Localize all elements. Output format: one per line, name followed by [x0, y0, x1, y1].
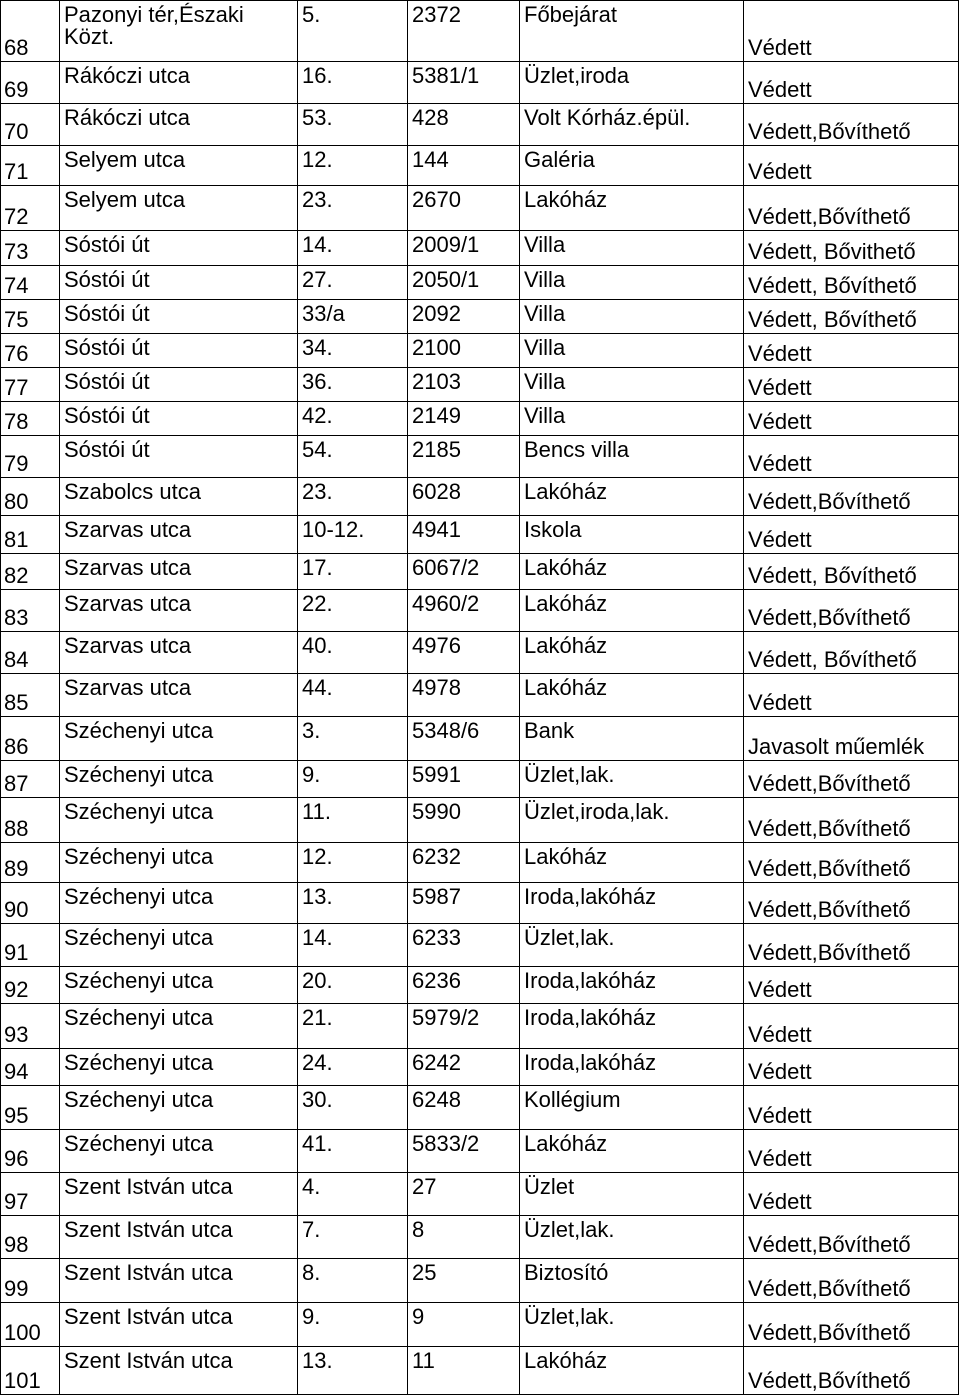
parcel-number-cell: 5991	[408, 761, 520, 798]
function-cell: Iroda,lakóház	[520, 1004, 744, 1049]
street-cell: Szarvas utca	[60, 632, 298, 674]
protection-status-cell: Védett,Bővíthető	[744, 1259, 959, 1303]
house-number-cell: 14.	[298, 924, 408, 967]
row-number-cell: 88	[1, 798, 60, 843]
row-number-cell: 84	[1, 632, 60, 674]
parcel-number-cell: 2103	[408, 368, 520, 402]
protection-status-cell: Védett,Bővíthető	[744, 1303, 959, 1347]
house-number-cell: 9.	[298, 1303, 408, 1347]
row-number-cell: 76	[1, 334, 60, 368]
table-body	[1, 1, 959, 1395]
street-cell: Szarvas utca	[60, 516, 298, 554]
row-number-cell: 87	[1, 761, 60, 798]
protection-status-cell: Védett, Bővíthető	[744, 300, 959, 334]
street-cell: Széchenyi utca	[60, 1130, 298, 1173]
protection-status-cell: Védett,Bővíthető	[744, 104, 959, 146]
protection-status-cell: Védett	[744, 516, 959, 554]
table-row	[1, 924, 959, 967]
house-number-cell: 13.	[298, 1347, 408, 1395]
table-row	[1, 1130, 959, 1173]
parcel-number-cell: 6242	[408, 1049, 520, 1086]
parcel-number-cell: 2670	[408, 186, 520, 231]
parcel-number-cell: 2009/1	[408, 231, 520, 266]
row-number-cell: 75	[1, 300, 60, 334]
table-row	[1, 632, 959, 674]
table-row	[1, 146, 959, 186]
function-cell: Üzlet,lak.	[520, 1303, 744, 1347]
parcel-number-cell: 5979/2	[408, 1004, 520, 1049]
table-row	[1, 761, 959, 798]
street-cell: Szabolcs utca	[60, 478, 298, 516]
street-cell: Sóstói út	[60, 300, 298, 334]
house-number-cell: 23.	[298, 186, 408, 231]
table-row	[1, 300, 959, 334]
protection-status-cell: Védett,Bővíthető	[744, 924, 959, 967]
table-row	[1, 1004, 959, 1049]
parcel-number-cell: 5833/2	[408, 1130, 520, 1173]
house-number-cell: 9.	[298, 761, 408, 798]
parcel-number-cell: 4941	[408, 516, 520, 554]
row-number-cell: 79	[1, 436, 60, 478]
row-number-cell: 74	[1, 266, 60, 300]
protection-status-cell: Védett	[744, 146, 959, 186]
parcel-number-cell: 2149	[408, 402, 520, 436]
row-number-cell: 86	[1, 717, 60, 761]
row-number-cell: 68	[1, 1, 60, 62]
street-cell: Széchenyi utca	[60, 967, 298, 1004]
table-row	[1, 334, 959, 368]
street-cell: Sóstói út	[60, 436, 298, 478]
row-number-cell: 99	[1, 1259, 60, 1303]
function-cell: Főbejárat	[520, 1, 744, 62]
table-row	[1, 104, 959, 146]
street-cell: Sóstói út	[60, 231, 298, 266]
row-number-cell: 95	[1, 1086, 60, 1130]
house-number-cell: 22.	[298, 590, 408, 632]
house-number-cell: 53.	[298, 104, 408, 146]
row-number-cell: 96	[1, 1130, 60, 1173]
row-number-cell: 82	[1, 554, 60, 590]
house-number-cell: 54.	[298, 436, 408, 478]
row-number-cell: 94	[1, 1049, 60, 1086]
function-cell: Kollégium	[520, 1086, 744, 1130]
function-cell: Üzlet,iroda	[520, 62, 744, 104]
house-number-cell: 33/a	[298, 300, 408, 334]
row-number-cell: 83	[1, 590, 60, 632]
table-row	[1, 843, 959, 883]
house-number-cell: 27.	[298, 266, 408, 300]
parcel-number-cell: 6233	[408, 924, 520, 967]
protection-status-cell: Védett	[744, 62, 959, 104]
street-cell: Selyem utca	[60, 146, 298, 186]
function-cell: Lakóház	[520, 632, 744, 674]
table-row	[1, 590, 959, 632]
protection-status-cell: Védett	[744, 368, 959, 402]
street-cell: Széchenyi utca	[60, 843, 298, 883]
function-cell: Üzlet,iroda,lak.	[520, 798, 744, 843]
function-cell: Lakóház	[520, 590, 744, 632]
table-row	[1, 554, 959, 590]
row-number-cell: 100	[1, 1303, 60, 1347]
function-cell: Lakóház	[520, 674, 744, 717]
function-cell: Galéria	[520, 146, 744, 186]
table-row	[1, 186, 959, 231]
street-cell: Rákóczi utca	[60, 104, 298, 146]
protection-status-cell: Védett	[744, 1, 959, 62]
protection-status-cell: Védett,Bővíthető	[744, 798, 959, 843]
street-cell: Szent István utca	[60, 1347, 298, 1395]
function-cell: Lakóház	[520, 554, 744, 590]
parcel-number-cell: 27	[408, 1173, 520, 1216]
table-row	[1, 1259, 959, 1303]
street-cell: Szent István utca	[60, 1173, 298, 1216]
protection-status-cell: Védett	[744, 1086, 959, 1130]
parcel-number-cell: 5987	[408, 883, 520, 924]
street-cell: Sóstói út	[60, 402, 298, 436]
function-cell: Iroda,lakóház	[520, 967, 744, 1004]
protection-status-cell: Védett,Bővíthető	[744, 1216, 959, 1259]
table-row	[1, 1216, 959, 1259]
street-cell: Rákóczi utca	[60, 62, 298, 104]
protection-status-cell: Javasolt műemlék	[744, 717, 959, 761]
parcel-number-cell: 9	[408, 1303, 520, 1347]
street-cell: Pazonyi tér,Északi Közt.	[60, 1, 298, 62]
row-number-cell: 81	[1, 516, 60, 554]
table-row	[1, 62, 959, 104]
row-number-cell: 98	[1, 1216, 60, 1259]
house-number-cell: 36.	[298, 368, 408, 402]
protection-status-cell: Védett,Bővíthető	[744, 883, 959, 924]
street-cell: Széchenyi utca	[60, 1004, 298, 1049]
function-cell: Lakóház	[520, 478, 744, 516]
row-number-cell: 72	[1, 186, 60, 231]
parcel-number-cell: 6248	[408, 1086, 520, 1130]
parcel-number-cell: 6236	[408, 967, 520, 1004]
parcel-number-cell: 6232	[408, 843, 520, 883]
function-cell: Iroda,lakóház	[520, 1049, 744, 1086]
row-number-cell: 93	[1, 1004, 60, 1049]
parcel-number-cell: 2372	[408, 1, 520, 62]
street-cell: Széchenyi utca	[60, 717, 298, 761]
table-row	[1, 1, 959, 62]
function-cell: Villa	[520, 402, 744, 436]
parcel-number-cell: 6067/2	[408, 554, 520, 590]
protection-status-cell: Védett, Bővíthető	[744, 632, 959, 674]
function-cell: Üzlet,lak.	[520, 924, 744, 967]
table-row	[1, 516, 959, 554]
house-number-cell: 16.	[298, 62, 408, 104]
protection-status-cell: Védett	[744, 1130, 959, 1173]
street-cell: Szent István utca	[60, 1303, 298, 1347]
row-number-cell: 70	[1, 104, 60, 146]
row-number-cell: 85	[1, 674, 60, 717]
house-number-cell: 24.	[298, 1049, 408, 1086]
house-number-cell: 14.	[298, 231, 408, 266]
house-number-cell: 41.	[298, 1130, 408, 1173]
row-number-cell: 89	[1, 843, 60, 883]
street-cell: Széchenyi utca	[60, 761, 298, 798]
function-cell: Iroda,lakóház	[520, 883, 744, 924]
row-number-cell: 77	[1, 368, 60, 402]
function-cell: Villa	[520, 334, 744, 368]
house-number-cell: 7.	[298, 1216, 408, 1259]
table-row	[1, 717, 959, 761]
table-row	[1, 1173, 959, 1216]
function-cell: Villa	[520, 368, 744, 402]
street-cell: Szent István utca	[60, 1259, 298, 1303]
protection-status-cell: Védett, Bővíthető	[744, 554, 959, 590]
table-row	[1, 478, 959, 516]
house-number-cell: 20.	[298, 967, 408, 1004]
parcel-number-cell: 2092	[408, 300, 520, 334]
parcel-number-cell: 5348/6	[408, 717, 520, 761]
house-number-cell: 34.	[298, 334, 408, 368]
parcel-number-cell: 5381/1	[408, 62, 520, 104]
house-number-cell: 5.	[298, 1, 408, 62]
function-cell: Bencs villa	[520, 436, 744, 478]
street-cell: Szarvas utca	[60, 674, 298, 717]
house-number-cell: 44.	[298, 674, 408, 717]
parcel-number-cell: 5990	[408, 798, 520, 843]
parcel-number-cell: 6028	[408, 478, 520, 516]
protection-status-cell: Védett,Bővíthető	[744, 1347, 959, 1395]
house-number-cell: 17.	[298, 554, 408, 590]
parcel-number-cell: 4960/2	[408, 590, 520, 632]
table-row	[1, 674, 959, 717]
table-row	[1, 266, 959, 300]
row-number-cell: 91	[1, 924, 60, 967]
table-row	[1, 436, 959, 478]
protection-status-cell: Védett, Bővíthető	[744, 266, 959, 300]
protection-status-cell: Védett	[744, 402, 959, 436]
row-number-cell: 73	[1, 231, 60, 266]
protection-status-cell: Védett	[744, 1049, 959, 1086]
row-number-cell: 80	[1, 478, 60, 516]
row-number-cell: 90	[1, 883, 60, 924]
row-number-cell: 92	[1, 967, 60, 1004]
house-number-cell: 23.	[298, 478, 408, 516]
street-cell: Széchenyi utca	[60, 798, 298, 843]
protection-status-cell: Védett	[744, 436, 959, 478]
table-row	[1, 231, 959, 266]
street-cell: Széchenyi utca	[60, 883, 298, 924]
protection-status-cell: Védett	[744, 967, 959, 1004]
table-row	[1, 883, 959, 924]
protection-status-cell: Védett,Bővíthető	[744, 186, 959, 231]
row-number-cell: 78	[1, 402, 60, 436]
parcel-number-cell: 25	[408, 1259, 520, 1303]
parcel-number-cell: 144	[408, 146, 520, 186]
function-cell: Iskola	[520, 516, 744, 554]
house-number-cell: 13.	[298, 883, 408, 924]
parcel-number-cell: 8	[408, 1216, 520, 1259]
protection-status-cell: Védett	[744, 674, 959, 717]
protection-status-cell: Védett	[744, 1173, 959, 1216]
street-cell: Sóstói út	[60, 266, 298, 300]
street-cell: Sóstói út	[60, 334, 298, 368]
table-row	[1, 368, 959, 402]
function-cell: Volt Kórház.épül.	[520, 104, 744, 146]
row-number-cell: 69	[1, 62, 60, 104]
street-cell: Széchenyi utca	[60, 1049, 298, 1086]
protection-status-cell: Védett,Bővíthető	[744, 478, 959, 516]
protection-status-cell: Védett	[744, 1004, 959, 1049]
table-row	[1, 1049, 959, 1086]
row-number-cell: 97	[1, 1173, 60, 1216]
protection-status-cell: Védett,Bővíthető	[744, 761, 959, 798]
row-number-cell: 71	[1, 146, 60, 186]
function-cell: Lakóház	[520, 1130, 744, 1173]
parcel-number-cell: 4976	[408, 632, 520, 674]
parcel-number-cell: 2050/1	[408, 266, 520, 300]
street-cell: Szent István utca	[60, 1216, 298, 1259]
parcel-number-cell: 2185	[408, 436, 520, 478]
function-cell: Üzlet,lak.	[520, 761, 744, 798]
street-cell: Sóstói út	[60, 368, 298, 402]
house-number-cell: 4.	[298, 1173, 408, 1216]
protection-status-cell: Védett,Bővíthető	[744, 590, 959, 632]
house-number-cell: 12.	[298, 146, 408, 186]
house-number-cell: 40.	[298, 632, 408, 674]
parcel-number-cell: 428	[408, 104, 520, 146]
house-number-cell: 10-12.	[298, 516, 408, 554]
table-row	[1, 1347, 959, 1395]
function-cell: Bank	[520, 717, 744, 761]
parcel-number-cell: 2100	[408, 334, 520, 368]
house-number-cell: 21.	[298, 1004, 408, 1049]
function-cell: Lakóház	[520, 1347, 744, 1395]
street-cell: Szarvas utca	[60, 590, 298, 632]
function-cell: Biztosító	[520, 1259, 744, 1303]
table-row	[1, 1086, 959, 1130]
function-cell: Lakóház	[520, 186, 744, 231]
function-cell: Üzlet	[520, 1173, 744, 1216]
row-number-cell: 101	[1, 1347, 60, 1395]
function-cell: Üzlet,lak.	[520, 1216, 744, 1259]
street-cell: Széchenyi utca	[60, 1086, 298, 1130]
table-row	[1, 967, 959, 1004]
house-number-cell: 30.	[298, 1086, 408, 1130]
street-cell: Szarvas utca	[60, 554, 298, 590]
parcel-number-cell: 11	[408, 1347, 520, 1395]
house-number-cell: 12.	[298, 843, 408, 883]
street-cell: Széchenyi utca	[60, 924, 298, 967]
table-row	[1, 402, 959, 436]
table-row	[1, 1303, 959, 1347]
function-cell: Villa	[520, 231, 744, 266]
street-cell: Selyem utca	[60, 186, 298, 231]
house-number-cell: 42.	[298, 402, 408, 436]
parcel-number-cell: 4978	[408, 674, 520, 717]
protection-status-cell: Védett,Bővíthető	[744, 843, 959, 883]
house-number-cell: 3.	[298, 717, 408, 761]
function-cell: Villa	[520, 266, 744, 300]
house-number-cell: 11.	[298, 798, 408, 843]
function-cell: Villa	[520, 300, 744, 334]
function-cell: Lakóház	[520, 843, 744, 883]
protection-status-cell: Védett, Bővithető	[744, 231, 959, 266]
table-row	[1, 798, 959, 843]
house-number-cell: 8.	[298, 1259, 408, 1303]
protection-status-cell: Védett	[744, 334, 959, 368]
